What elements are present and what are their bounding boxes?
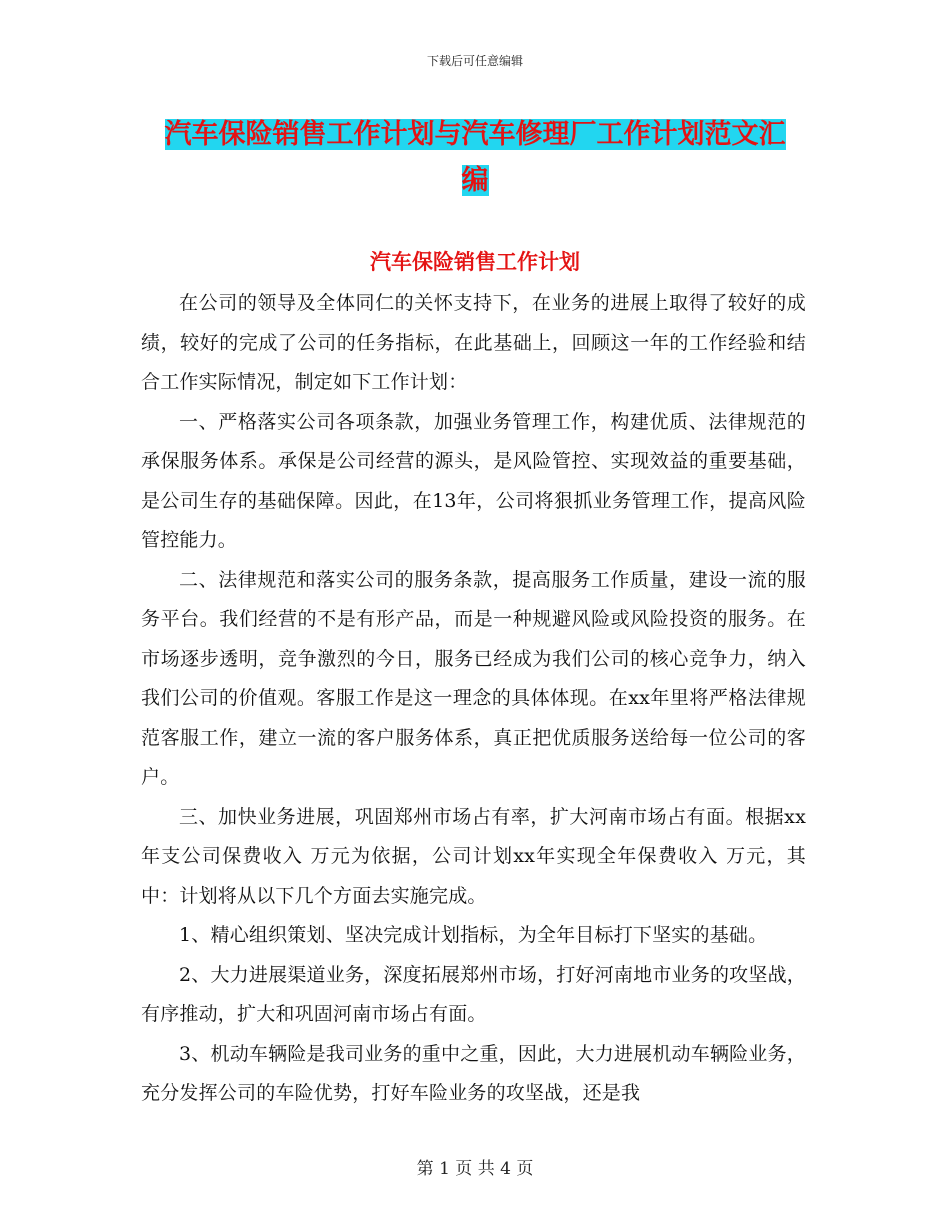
section-title: 汽车保险销售工作计划 <box>370 250 580 274</box>
paragraph: 2、大力进展渠道业务，深度拓展郑州市场，打好河南地市业务的攻坚战，有序推动，扩大和巩固河南市场占有面。 <box>141 963 806 1025</box>
paragraph: 在公司的领导及全体同仁的关怀支持下，在业务的进展上取得了较好的成绩，较好的完成了公司的任务指标，在此基础上，回顾这一年的工作经验和结合工作实际情况，制定如下工作计划： <box>141 292 806 393</box>
page-footer: 第 1 页 共 4 页 <box>416 1159 534 1179</box>
document-title <box>140 112 810 204</box>
page-header: 下载后可任意编辑 <box>426 54 523 68</box>
paragraph: 3、机动车辆险是我司业务的重中之重，因此，大力进展机动车辆险业务，充分发挥公司的车险优势，打好车险业务的攻坚战，还是我 <box>141 1042 806 1104</box>
document-body <box>141 284 806 1114</box>
paragraph: 三、加快业务进展，巩固郑州市场占有率，扩大河南市场占有面。根据xx年支公司保费收入 万元为依据，公司计划xx年实现全年保费收入 万元，其中：计划将从以下几个方面去实施完成。 <box>141 805 806 907</box>
document-title-line1: 汽车保险销售工作计划与汽车修理厂工作计划范文汇 <box>164 119 786 150</box>
paragraph: 一、严格落实公司各项条款，加强业务管理工作，构建优质、法律规范的承保服务体系。承保是公司经营的源头，是风险管控、实现效益的重要基础，是公司生存的基础保障。因此，在13年，公司将狠抓业务管理工作，提高风险管控能力。 <box>141 410 806 551</box>
paragraph: 1、精心组织策划、坚决完成计划指标，为全年目标打下坚实的基础。 <box>179 924 768 946</box>
paragraph: 二、法律规范和落实公司的服务条款，提高服务工作质量，建设一流的服务平台。我们经营的不是有形产品，而是一种规避风险或风险投资的服务。在市场逐步透明，竞争激烈的今日，服务已经成为我们公司的核心竞争力，纳入我们公司的价值观。客服工作是这一理念的具体体现。在xx年里将严格法律规范客服工作，建立一流的客户服务体系，真正把优质服务送给每一位公司的客户。 <box>141 568 806 788</box>
document-title-line2: 编 <box>461 165 489 196</box>
